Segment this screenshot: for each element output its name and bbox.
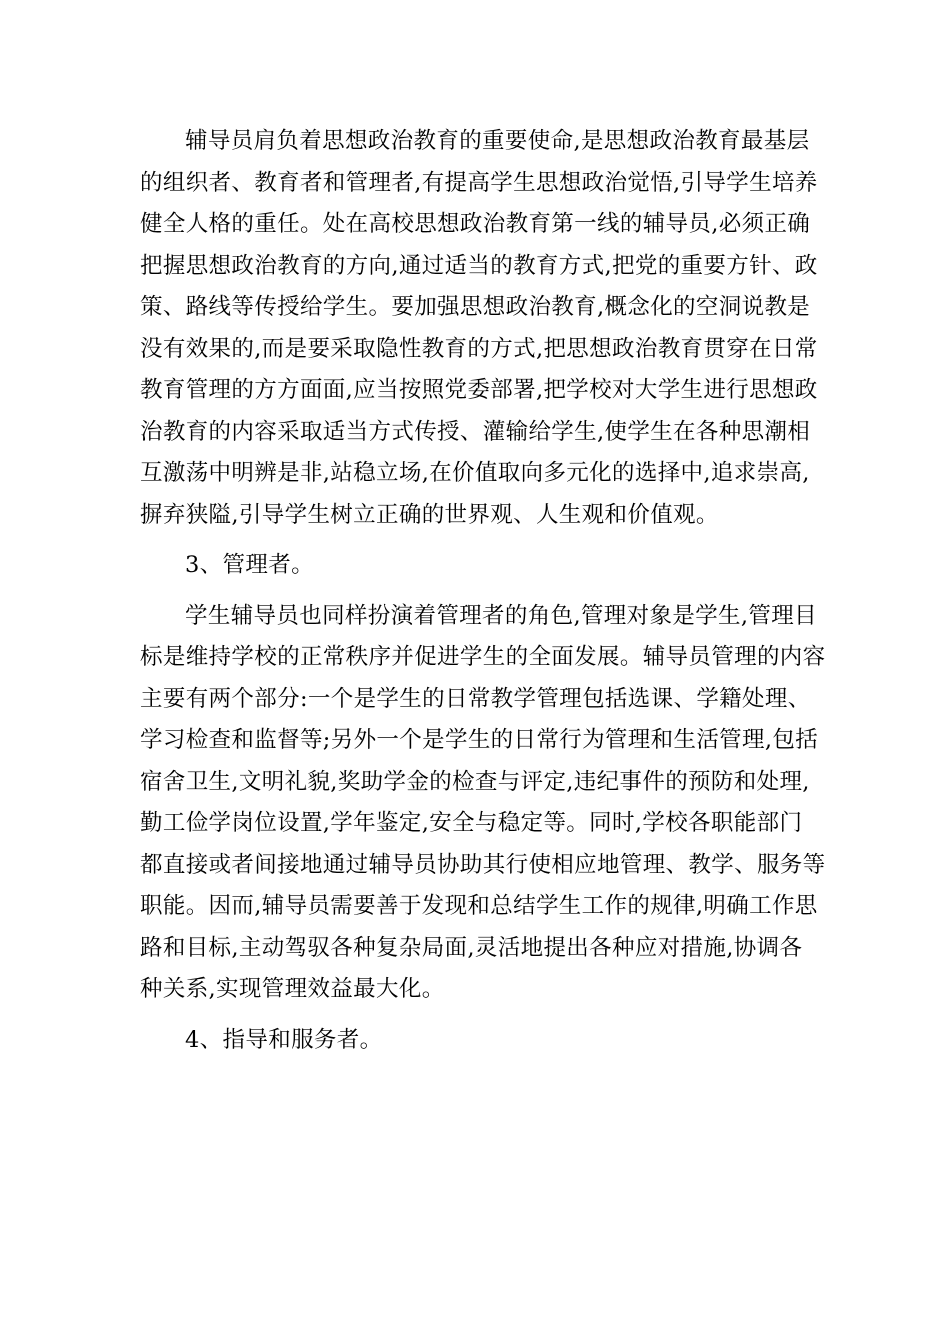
paragraph-line: 治教育的内容采取适当方式传授、灌输给学生,使学生在各种思潮相 [140, 418, 811, 445]
paragraph-line: 都直接或者间接地通过辅导员协助其行使相应地管理、教学、服务等 [140, 851, 826, 878]
paragraph-line: 职能。因而,辅导员需要善于发现和总结学生工作的规律,明确工作思 [140, 893, 818, 919]
paragraph-line: 主要有两个部分:一个是学生的日常教学管理包括选课、学籍处理、 [140, 685, 811, 712]
paragraph-line: 标是维持学校的正常秩序并促进学生的全面发展。辅导员管理的内容 [140, 644, 826, 670]
paragraph-line: 勤工俭学岗位设置,学年鉴定,安全与稳定等。同时,学校各职能部门 [140, 810, 803, 836]
paragraph-line: 健全人格的重任。处在高校思想政治教育第一线的辅导员,必须正确 [140, 211, 811, 237]
paragraph-manager-role [140, 596, 826, 1011]
paragraph-line: 学生辅导员也同样扮演着管理者的角色,管理对象是学生,管理目 [185, 602, 817, 629]
paragraph-line: 摒弃狭隘,引导学生树立正确的世界观、人生观和价值观。 [140, 501, 719, 528]
section-heading-manager: 3、管理者。 [185, 552, 314, 578]
paragraph-line: 学习检查和监督等;另外一个是学生的日常行为管理和生活管理,包括 [140, 727, 819, 753]
paragraph-line: 策、路线等传授给学生。要加强思想政治教育,概念化的空洞说教是 [140, 294, 811, 320]
paragraph-line: 种关系,实现管理效益最大化。 [140, 976, 445, 1002]
paragraph-line: 互激荡中明辨是非,站稳立场,在价值取向多元化的选择中,追求崇高, [140, 460, 810, 486]
paragraph-line: 路和目标,主动驾驭各种复杂局面,灵活地提出各种应对措施,协调各 [140, 934, 803, 961]
paragraph-line: 辅导员肩负着思想政治教育的重要使命,是思想政治教育最基层 [185, 128, 810, 154]
paragraph-line: 的组织者、教育者和管理者,有提高学生思想政治觉悟,引导学生培养 [140, 169, 818, 196]
document-body [140, 121, 826, 1061]
paragraph-line: 把握思想政治教育的方向,通过适当的教育方式,把党的重要方针、政 [140, 252, 818, 279]
paragraph-role-of-counselor [140, 121, 820, 536]
paragraph-line: 宿舍卫生,文明礼貌,奖助学金的检查与评定,违纪事件的预防和处理, [140, 768, 810, 795]
section-heading-guide-and-service: 4、指导和服务者。 [185, 1026, 383, 1053]
paragraph-line: 教育管理的方方面面,应当按照党委部署,把学校对大学生进行思想政 [140, 377, 818, 403]
paragraph-line: 没有效果的,而是要采取隐性教育的方式,把思想政治教育贯穿在日常 [140, 335, 818, 362]
